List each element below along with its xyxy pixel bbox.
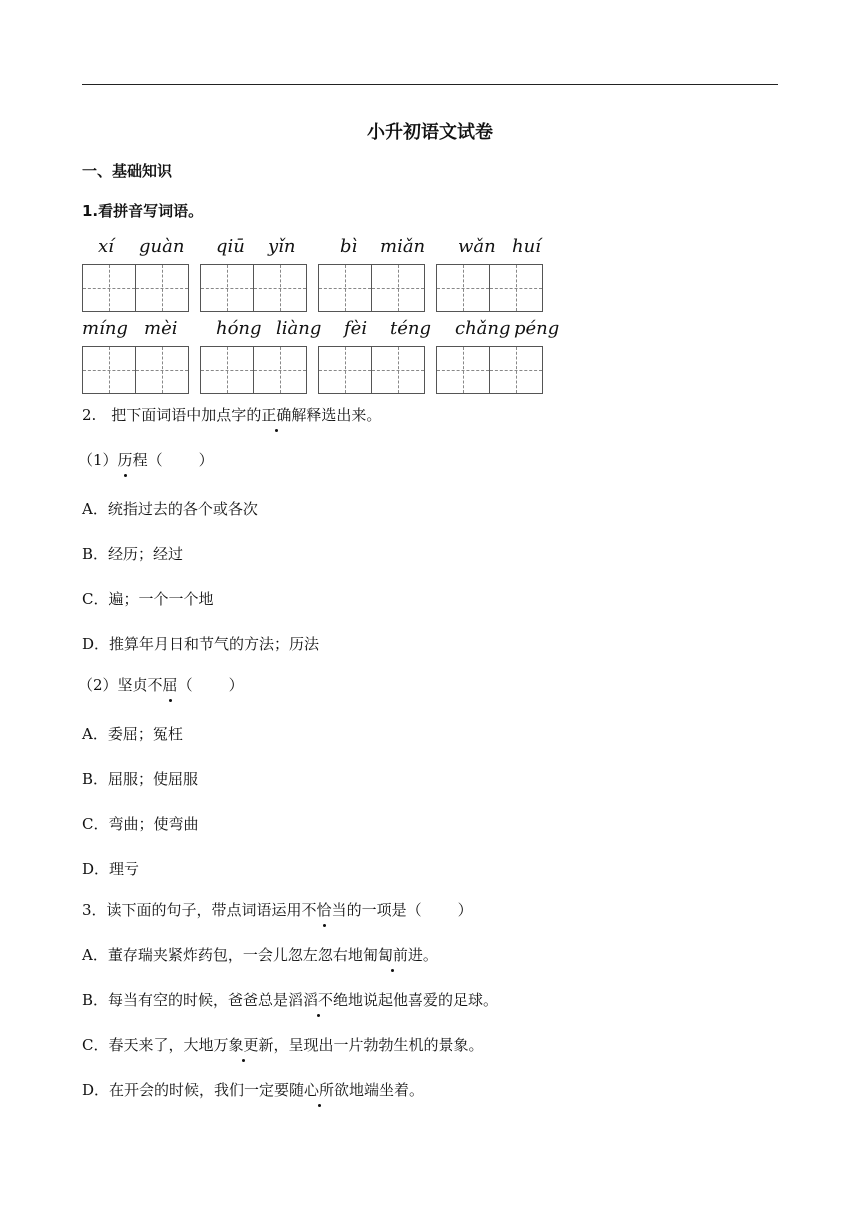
header-rule: [82, 84, 778, 85]
option-text: 地说起他喜爱的足球。: [348, 991, 499, 1009]
pinyin: bì: [340, 236, 358, 257]
page-title: 小升初语文试卷: [367, 122, 493, 143]
writing-box[interactable]: [489, 346, 543, 394]
close-paren: ）: [198, 451, 214, 469]
question-1-label: 1.看拼音写词语。: [82, 202, 204, 220]
option-text: 。: [422, 946, 438, 964]
subquestion-number: （1）: [78, 451, 118, 469]
close-paren: ）: [228, 676, 244, 694]
writing-box[interactable]: [82, 264, 136, 312]
writing-box[interactable]: [82, 346, 136, 394]
subquestion-2: [78, 674, 244, 696]
option-a[interactable]: A．统指过去的各个或各次: [82, 500, 258, 518]
prompt-text: 解释选出来。: [291, 406, 382, 424]
option-c[interactable]: C．弯曲；使弯曲: [82, 815, 199, 833]
writing-box[interactable]: [436, 264, 490, 312]
writing-box[interactable]: [436, 346, 490, 394]
section-heading: 一、基础知识: [82, 162, 173, 180]
pinyin: mèi: [144, 318, 178, 339]
pinyin: hóng: [216, 318, 262, 339]
writing-box[interactable]: [489, 264, 543, 312]
option-c[interactable]: [82, 1034, 484, 1056]
option-d[interactable]: D．推算年月日和节气的方法；历法: [82, 635, 320, 653]
writing-box[interactable]: [371, 346, 425, 394]
pinyin: qiū: [216, 236, 245, 257]
subquestion-text: （2）坚贞不: [78, 676, 163, 694]
option-text: C．春天来了，大地: [82, 1036, 214, 1054]
writing-box[interactable]: [200, 346, 254, 394]
dotted-text: 正确: [261, 406, 292, 424]
pinyin: péng: [514, 318, 560, 339]
question-2-prompt: [82, 404, 381, 426]
subquestion-text: 程（: [132, 451, 163, 469]
option-d[interactable]: [82, 1079, 424, 1101]
writing-box[interactable]: [135, 346, 189, 394]
subquestion-text: （: [177, 676, 193, 694]
pinyin: liàng: [276, 318, 322, 339]
option-b[interactable]: [82, 989, 498, 1011]
option-text: D．在开会的时候，我们一定要: [82, 1081, 290, 1099]
pinyin: téng: [390, 318, 432, 339]
dotted-text: 匍匐前进: [362, 946, 423, 964]
dotted-text: 不恰当: [301, 901, 347, 919]
prompt-text: 2. 把下面词语中加点字的: [82, 406, 262, 424]
dotted-text: 滔滔不绝: [288, 991, 349, 1009]
pinyin: wǎn: [458, 236, 496, 257]
option-text: A．董存瑞夹紧炸药包，一会儿忽左忽右地: [82, 946, 363, 964]
pinyin: míng: [82, 318, 128, 339]
writing-box[interactable]: [253, 346, 307, 394]
option-d[interactable]: D．理亏: [82, 860, 140, 878]
question-3-prompt: [82, 899, 473, 921]
pinyin: huí: [512, 236, 541, 257]
pinyin: guàn: [139, 236, 185, 257]
dotted-text: 屈: [162, 676, 178, 694]
prompt-text: 3．读下面的句子，带点词语运用: [82, 901, 302, 919]
option-text: ，呈现出一片勃勃生机的景象。: [273, 1036, 484, 1054]
dotted-text: 随心所欲: [289, 1081, 350, 1099]
pinyin: yǐn: [268, 236, 296, 257]
writing-box[interactable]: [371, 264, 425, 312]
option-b[interactable]: B．经历；经过: [82, 545, 184, 563]
subquestion-1: [78, 449, 214, 471]
pinyin: miǎn: [380, 236, 426, 257]
dotted-text: 历: [117, 451, 133, 469]
option-text: 地端坐着。: [349, 1081, 425, 1099]
pinyin: chǎng: [455, 318, 511, 339]
option-b[interactable]: B．屈服；使屈服: [82, 770, 199, 788]
option-a[interactable]: A．委屈；冤枉: [82, 725, 183, 743]
writing-box[interactable]: [318, 264, 372, 312]
prompt-text: 的一项是（: [346, 901, 422, 919]
close-paren: ）: [457, 901, 473, 919]
option-c[interactable]: C．遍；一个一个地: [82, 590, 214, 608]
writing-box[interactable]: [135, 264, 189, 312]
pinyin: xí: [98, 236, 114, 257]
pinyin: fèi: [344, 318, 368, 339]
writing-box[interactable]: [253, 264, 307, 312]
option-text: B．每当有空的时候，爸爸总是: [82, 991, 289, 1009]
option-a[interactable]: [82, 944, 438, 966]
writing-box[interactable]: [318, 346, 372, 394]
dotted-text: 万象更新: [213, 1036, 274, 1054]
writing-box[interactable]: [200, 264, 254, 312]
